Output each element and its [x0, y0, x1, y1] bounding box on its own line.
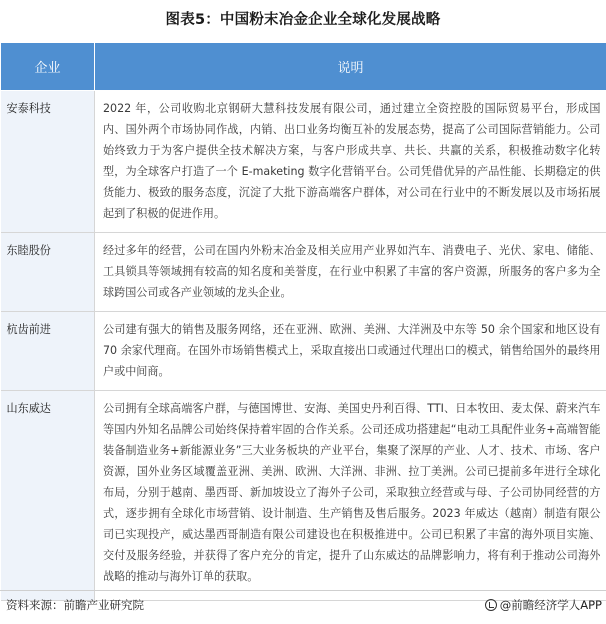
header-description: 说明 — [95, 43, 606, 91]
company-cell: 安泰科技 — [1, 91, 95, 233]
page-title: 图表5：中国粉末冶金企业全球化发展战略 — [165, 12, 441, 28]
strategy-table — [0, 42, 606, 601]
table-row — [1, 391, 606, 601]
table-row — [1, 91, 606, 233]
qianzhan-logo-icon — [485, 599, 497, 611]
company-cell: 杭齿前进 — [1, 312, 95, 391]
description-cell: 公司拥有全球高端客户群，与德国博世、安海、美国史丹利百得、TTI、日本牧田、麦太保、蔚来汽车等国内外知名品牌公司始终保持着牢固的合作关系。公司还成功搭建起“电动工具配件业务+高端智能装备制造业务+新能源业务”三大业务板块的产业平台，集聚了深厚的产业、人才、技术、市场、客户资源，国外业务区域覆盖亚洲、美洲、欧洲、大洋洲、非洲、拉丁美洲。公司已提前多年进行全球化布局，分别于越南、墨西哥、新加坡设立了海外子公司，采取独立经营或与母、子公司协同经营的方式，逐步拥有全球化市场营销、设计制造、生产销售及售后服务。2023 年威达（越南）制造有限公司已实现投产，威达墨西哥制造有限公司建设也在积极推进中。公司已积累了丰富的海外项目实施、交付及服务经验，并获得了客户充分的肯定，提升了山东威达的品牌影响力，将有利于推动公司海外战略的推动与海外订单的获取。 — [95, 391, 606, 601]
description-cell: 2022 年，公司收购北京钢研大慧科技发展有限公司，通过建立全资控股的国际贸易平台，形成国内、国外两个市场协同作战，内销、出口业务均衡互补的发展态势，提高了公司国际营销能力。公司始终致力于为客户提供全技术解决方案，与客户形成共享、共长、共赢的关系，积极推动数字化转型，为全球客户打造了一个 E-maketing 数字化营销平台。公司凭借优异的产品性能、长期稳定的供货能力、极致的服务态度，沉淀了大批下游高端客户群体，对公司在行业中的不断发展以及市场拓展起到了积极的促进作用。 — [95, 91, 606, 233]
table-row — [1, 233, 606, 312]
footer — [0, 592, 606, 618]
source-note: 资料来源：前瞻产业研究院 — [6, 598, 144, 612]
brand-credit — [485, 597, 602, 613]
description-cell: 公司建有强大的销售及服务网络，还在亚洲、欧洲、美洲、大洋洲及中东等 50 余个国家和地区设有 70 余家代理商。在国外市场销售模式上，采取直接出口或通过代理出口的模式，销售给国外的最终用户或中间商。 — [95, 312, 606, 391]
company-cell: 东睦股份 — [1, 233, 95, 312]
company-cell: 山东威达 — [1, 391, 95, 601]
brand-label: @前瞻经济学人APP — [499, 598, 602, 612]
description-cell: 经过多年的经营，公司在国内外粉末冶金及相关应用产业界如汽车、消费电子、光伏、家电、储能、工具锁具等领域拥有较高的知名度和美誉度，在行业中积累了丰富的客户资源，所服务的客户多为全球跨国公司或各产业领域的龙头企业。 — [95, 233, 606, 312]
footer-divider — [0, 590, 606, 591]
table-header-row — [1, 43, 606, 91]
header-company: 企业 — [1, 43, 95, 91]
table-row — [1, 312, 606, 391]
